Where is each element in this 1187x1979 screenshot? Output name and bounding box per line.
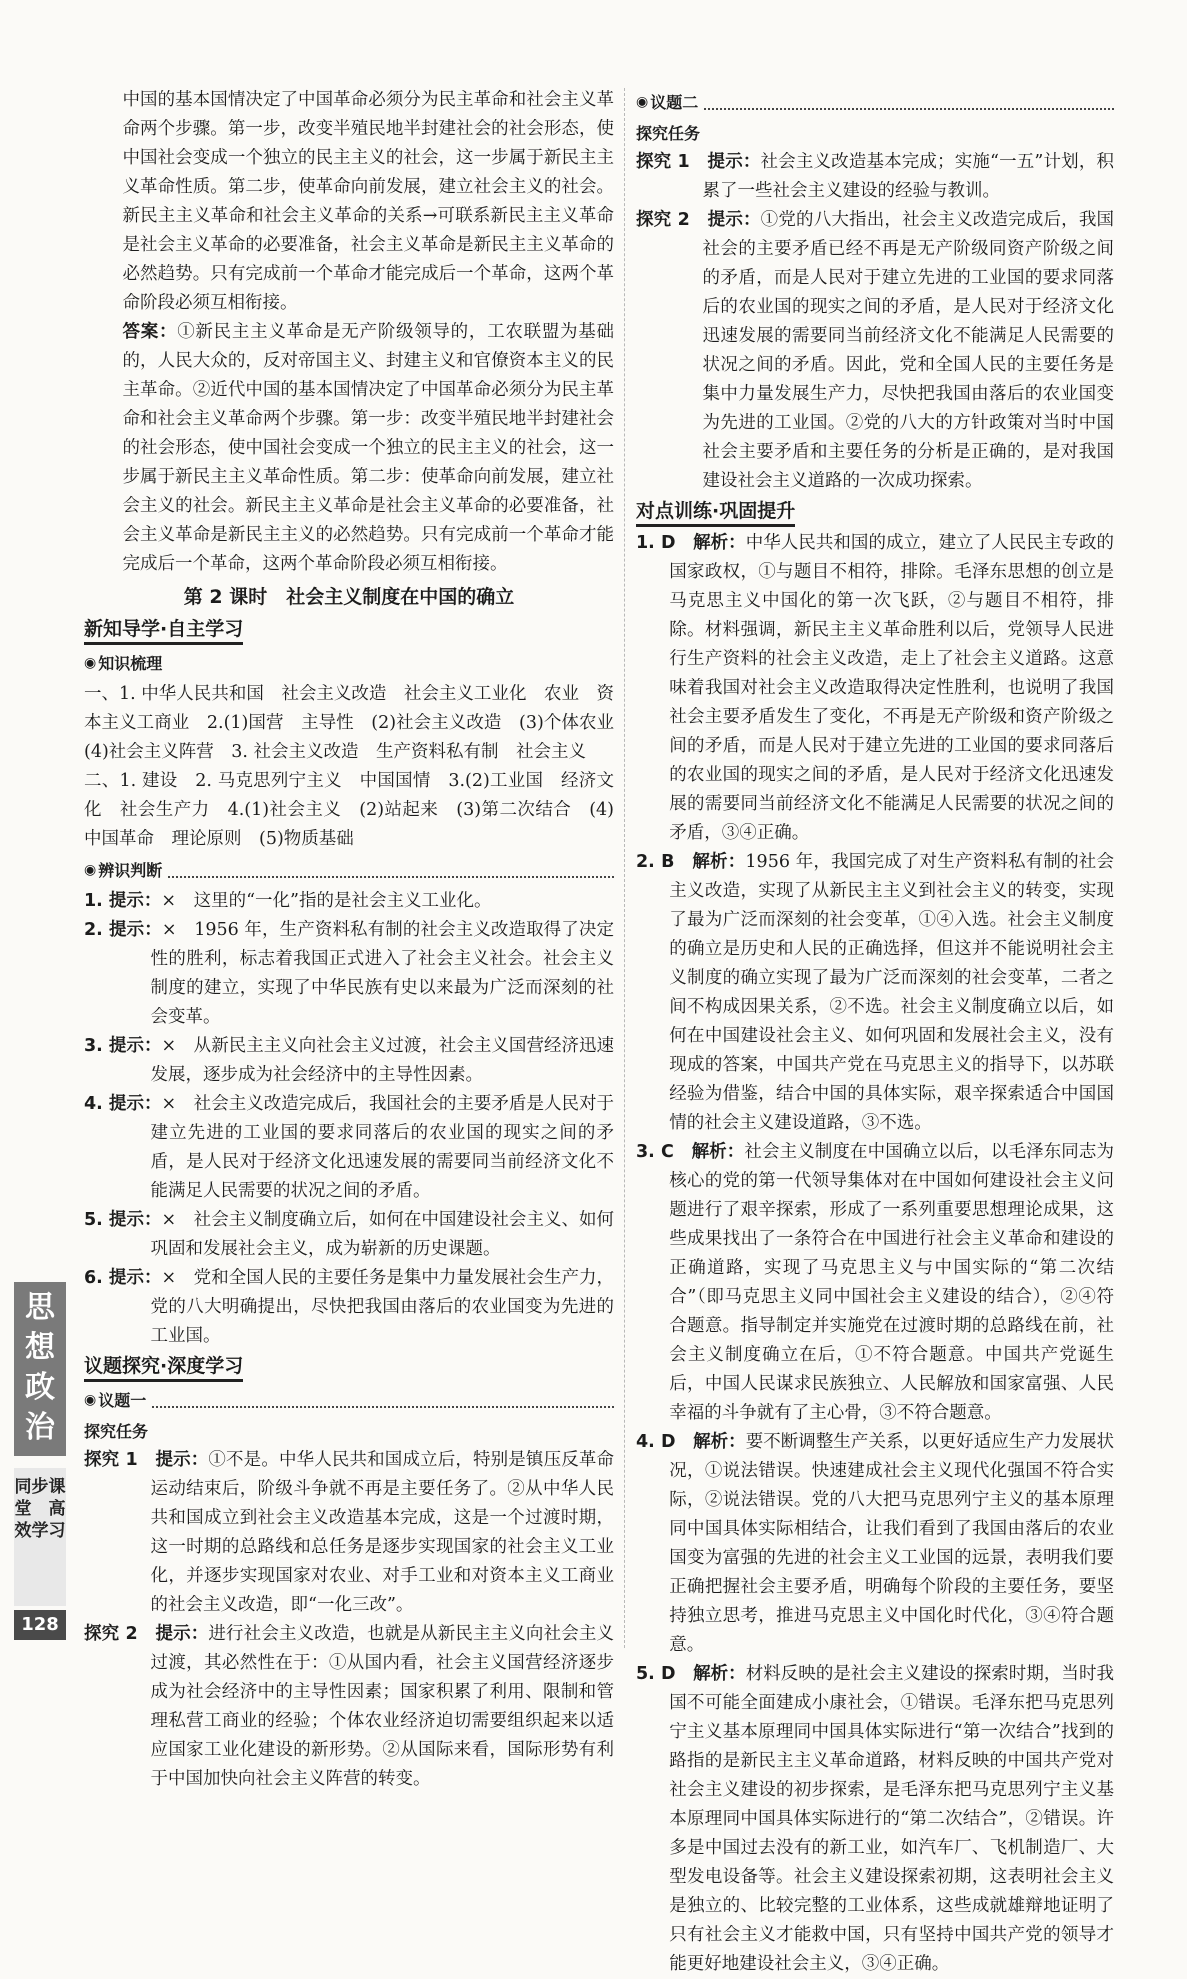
topic-two-label: 议题二 [650, 93, 699, 112]
answer-item [636, 1428, 1114, 1660]
section-heading-deep-learning: 议题探究·深度学习 [84, 1353, 243, 1382]
knowledge-heading [84, 649, 614, 678]
task-heading: 探究任务 [84, 1422, 149, 1441]
knowledge-part-2: 二、1. 建设 2. 马克思列宁主义 中国国情 3.(2)工业国 经济文化 社会生产力 4.(1)社会主义 (2)站起来 (3)第二次结合 (4)中国革命 理论原则 (5)物质基础 [84, 771, 614, 849]
answer-item-label: 4. D 解析： [636, 1432, 746, 1452]
judge-item [84, 1206, 614, 1264]
page-number: 128 [14, 1610, 66, 1640]
answer-item-text: 1956 年，我国完成了对生产资料私有制的社会主义改造，实现了从新民主主义到社会主义的转变，实现了最为广泛而深刻的社会变革，①④入选。社会主义制度的确立是历史和人民的正确选择，但这并不能说明社会主义制度的确立实现了最为广泛而深刻的社会变革，二者之间不构成因果关系，②不选。社会主义制度确立以后，如何在中国建设社会主义、如何巩固和发展社会主义，没有现成的答案，中国共产党在马克思主义的指导下，以苏联经验为借鉴，结合中国的具体实际，艰辛探索适合中国国情的社会主义建设道路，③不选。 [669, 852, 1114, 1133]
right-column [636, 86, 1114, 1979]
explore-text: ①党的八大指出，社会主义改造完成后，我国社会的主要矛盾已经不再是无产阶级同资产阶级之间的矛盾，而是人民对于建立先进的工业国的要求同落后的农业国的现实之间的矛盾，是人民对于经济文化迅速发展的需要同当前经济文化不能满足人民需要的状况之间的矛盾。因此，党和全国人民的主要任务是集中力量发展生产力，尽快把我国由落后的农业国变为先进的工业国。②党的八大的方针政策对当时中国社会主要矛盾和主要任务的分析是正确的，是对我国建设社会主义道路的一次成功探索。 [702, 210, 1114, 491]
answer-item-label: 3. C 解析： [636, 1142, 745, 1162]
answer-item-text: 社会主义制度在中国确立以后，以毛泽东同志为核心的党的第一代领导集体对在中国如何建设社会主义问题进行了艰辛探索，形成了一系列重要思想理论成果，这些成果找出了一条符合在中国进行社会主义革命和建设的正确道路，实现了马克思主义与中国实际的“第二次结合”（即马克思主义同中国社会主义建设的结合），②④符合题意。指导制定并实施党在过渡时期的总路线在前，社会主义制度确立在后，①不符合题意。中国共产党诞生后，中国人民谋求民族独立、人民解放和国家富强、人民幸福的斗争就有了主心骨，③不符合题意。 [669, 1142, 1115, 1423]
intro-paragraph: 中国的基本国情决定了中国革命必须分为民主革命和社会主义革命两个步骤。第一步，改变半殖民地半封建社会的社会形态，使中国社会变成一个独立的民主主义的社会，这一步属于新民主主义革命性质。第二步，使革命向前发展，建立社会主义的社会。新民主主义革命和社会主义革命的关系→可联系新民主主义革命是社会主义革命的必要准备，社会主义革命是新民主主义革命的必然趋势。只有完成前一个革命才能完成后一个革命，这两个革命阶段必须互相衔接。 [122, 90, 614, 313]
explore-item [636, 206, 1114, 496]
answer-item-label: 5. D 解析： [636, 1664, 746, 1684]
dotted-rule [168, 864, 614, 878]
column-divider [624, 88, 625, 1648]
answer-label: 答案： [122, 322, 178, 342]
answer-item-text: 中华人民共和国的成立，建立了人民民主专政的国家政权，①与题目不相符，排除。毛泽东思想的创立是马克思主义中国化的第一次飞跃，②与题目不相符，排除。材料强调，新民主主义革命胜利以后，党领导人民进行生产资料的社会主义改造，走上了社会主义道路。这意味着我国对社会主义改造取得决定性胜利，也说明了我国社会主要矛盾发生了变化，不再是无产阶级和资产阶级之间的矛盾，而是人民对于建立先进的工业国的要求同落后的农业国的现实之间的矛盾，是人民对于经济文化迅速发展的需要同当前经济文化不能满足人民需要的状况之间的矛盾，③④正确。 [669, 533, 1114, 843]
bullet-icon: ◉ [84, 655, 97, 671]
explore-label: 探究 1 提示： [636, 152, 761, 172]
judge-label: 2. 提示： [84, 920, 162, 940]
lesson-title: 第 2 课时 社会主义制度在中国的确立 [183, 586, 515, 608]
answer-item-label: 1. D 解析： [636, 533, 746, 553]
subject-tab: 思想政治 [14, 1282, 66, 1456]
answer-item [636, 848, 1114, 1138]
answer-item-text: 材料反映的是社会主义建设的探索时期，当时我国不可能全面建成小康社会，①错误。毛泽东把马克思列宁主义基本原理同中国具体实际进行“第一次结合”找到的路指的是新民主主义革命道路，材料反映的中国共产党对社会主义建设的初步探索，是毛泽东把马克思列宁主义基本原理同中国具体实际进行的“第二次结合”，②错误。许多是中国过去没有的新工业，如汽车厂、飞机制造厂、大型发电设备等。社会主义建设探索初期，这表明社会主义是独立的、比较完整的工业体系，这些成就雄辩地证明了只有社会主义才能救中国，只有坚持中国共产党的领导才能更好地建设社会主义，③④正确。 [669, 1664, 1114, 1974]
answer-item [636, 1660, 1114, 1979]
judge-item [84, 1032, 614, 1090]
explore-item [84, 1620, 614, 1794]
judge-item [84, 1264, 614, 1351]
explore-label: 探究 2 提示： [84, 1624, 209, 1644]
explore-item [84, 1446, 614, 1620]
judge-heading-label: 辨识判断 [98, 861, 163, 880]
series-tab: 同步课堂 高效学习 [14, 1468, 66, 1606]
judge-label: 1. 提示： [84, 891, 162, 911]
judge-item [84, 1090, 614, 1206]
explore-text: ①不是。中华人民共和国成立后，特别是镇压反革命运动结束后，阶级斗争就不再是主要任务了。②从中华人民共和国成立到社会主义改造基本完成，这是一个过渡时期，这一时期的总路线和总任务是逐步实现国家的社会主义工业化，并逐步实现国家对农业、对手工业和对资本主义工商业的社会主义改造，即“一化三改”。 [150, 1450, 614, 1615]
judge-label: 4. 提示： [84, 1094, 162, 1114]
answer-item [636, 1138, 1114, 1428]
explore-text: 社会主义改造基本完成；实施“一五”计划，积累了一些社会主义建设的经验与教训。 [702, 152, 1114, 201]
topic-one-label: 议题一 [98, 1391, 147, 1410]
judge-text: × 这里的“一化”指的是社会主义工业化。 [161, 891, 492, 911]
knowledge-heading-label: 知识梳理 [98, 654, 163, 673]
answer-item-label: 2. B 解析： [636, 852, 746, 872]
judge-text: × 社会主义改造完成后，我国社会的主要矛盾是人民对于建立先进的工业国的要求同落后的农业国的现实之间的矛盾，是人民对于经济文化迅速发展的需要同当前经济文化不能满足人民需要的状况之间的矛盾。 [150, 1094, 614, 1201]
explore-item [636, 148, 1114, 206]
bullet-icon: ◉ [84, 1392, 97, 1408]
left-column [84, 86, 632, 1794]
section-heading-practice: 对点训练·巩固提升 [636, 498, 795, 527]
bullet-icon: ◉ [84, 862, 97, 878]
judge-item [84, 887, 614, 916]
judge-text: × 1956 年，生产资料私有制的社会主义改造取得了决定性的胜利，标志着我国正式进入了社会主义社会。社会主义制度的建立，实现了中华民族有史以来最为广泛而深刻的社会变革。 [150, 920, 614, 1027]
dotted-rule [152, 1394, 614, 1408]
knowledge-part-1: 一、1. 中华人民共和国 社会主义改造 社会主义工业化 农业 资本主义工商业 2.(1)国营 主导性 (2)社会主义改造 (3)个体农业 (4)社会主义阵营 3. 社会主义改造 生产资料私有制 社会主义 [84, 684, 632, 762]
judge-label: 3. 提示： [84, 1036, 162, 1056]
answer-text: ①新民主主义革命是无产阶级领导的，工农联盟为基础的，人民大众的，反对帝国主义、封建主义和官僚资本主义的民主革命。②近代中国的基本国情决定了中国革命必须分为民主革命和社会主义革命两个步骤。第一步：改变半殖民地半封建社会的社会形态，使中国社会变成一个独立的民主主义的社会，这一步属于新民主主义革命性质。第二步：使革命向前发展，建立社会主义的社会。新民主主义革命是社会主义革命的必要准备，社会主义革命是新民主主义的必然趋势。只有完成前一个革命才能完成后一个革命，这两个革命阶段必须互相衔接。 [122, 322, 615, 574]
judge-label: 5. 提示： [84, 1210, 162, 1230]
judge-heading [84, 856, 614, 885]
dotted-rule [704, 96, 1114, 110]
judge-text: × 从新民主主义向社会主义过渡，社会主义国营经济迅速发展，逐步成为社会经济中的主导性因素。 [150, 1036, 614, 1085]
bullet-icon: ◉ [636, 94, 649, 110]
answer-paragraph [84, 318, 614, 579]
task-heading: 探究任务 [636, 124, 701, 143]
answer-item [636, 529, 1114, 848]
topic-two-heading [636, 88, 1114, 117]
topic-one-heading [84, 1386, 614, 1415]
explore-text: 进行社会主义改造，也就是从新民主主义向社会主义过渡，其必然性在于：①从国内看，社会主义国营经济逐步成为社会经济中的主导性因素；国家积累了利用、限制和管理私营工商业的经验；个体农业经济迫切需要组织起来以适应国家工业化建设的新形势。②从国际来看，国际形势有利于中国加快向社会主义阵营的转变。 [150, 1624, 614, 1789]
judge-item [84, 916, 614, 1032]
judge-label: 6. 提示： [84, 1268, 162, 1288]
explore-label: 探究 2 提示： [636, 210, 761, 230]
judge-text: × 党和全国人民的主要任务是集中力量发展社会生产力，党的八大明确提出，尽快把我国由落后的农业国变为先进的工业国。 [150, 1268, 614, 1346]
section-heading-new-knowledge: 新知导学·自主学习 [84, 616, 243, 645]
answer-item-text: 要不断调整生产关系，以更好适应生产力发展状况，①说法错误。快速建成社会主义现代化强国不符合实际，②说法错误。党的八大把马克思列宁主义的基本原理同中国具体实际相结合，让我们看到了我国由落后的农业国变为富强的先进的社会主义工业国的远景，表明我们要正确把握社会主要矛盾，明确每个阶段的主要任务，要坚持独立思考，推进马克思主义中国化时代化，③④符合题意。 [669, 1432, 1114, 1655]
explore-label: 探究 1 提示： [84, 1450, 209, 1470]
judge-text: × 社会主义制度确立后，如何在中国建设社会主义、如何巩固和发展社会主义，成为崭新的历史课题。 [150, 1210, 614, 1259]
